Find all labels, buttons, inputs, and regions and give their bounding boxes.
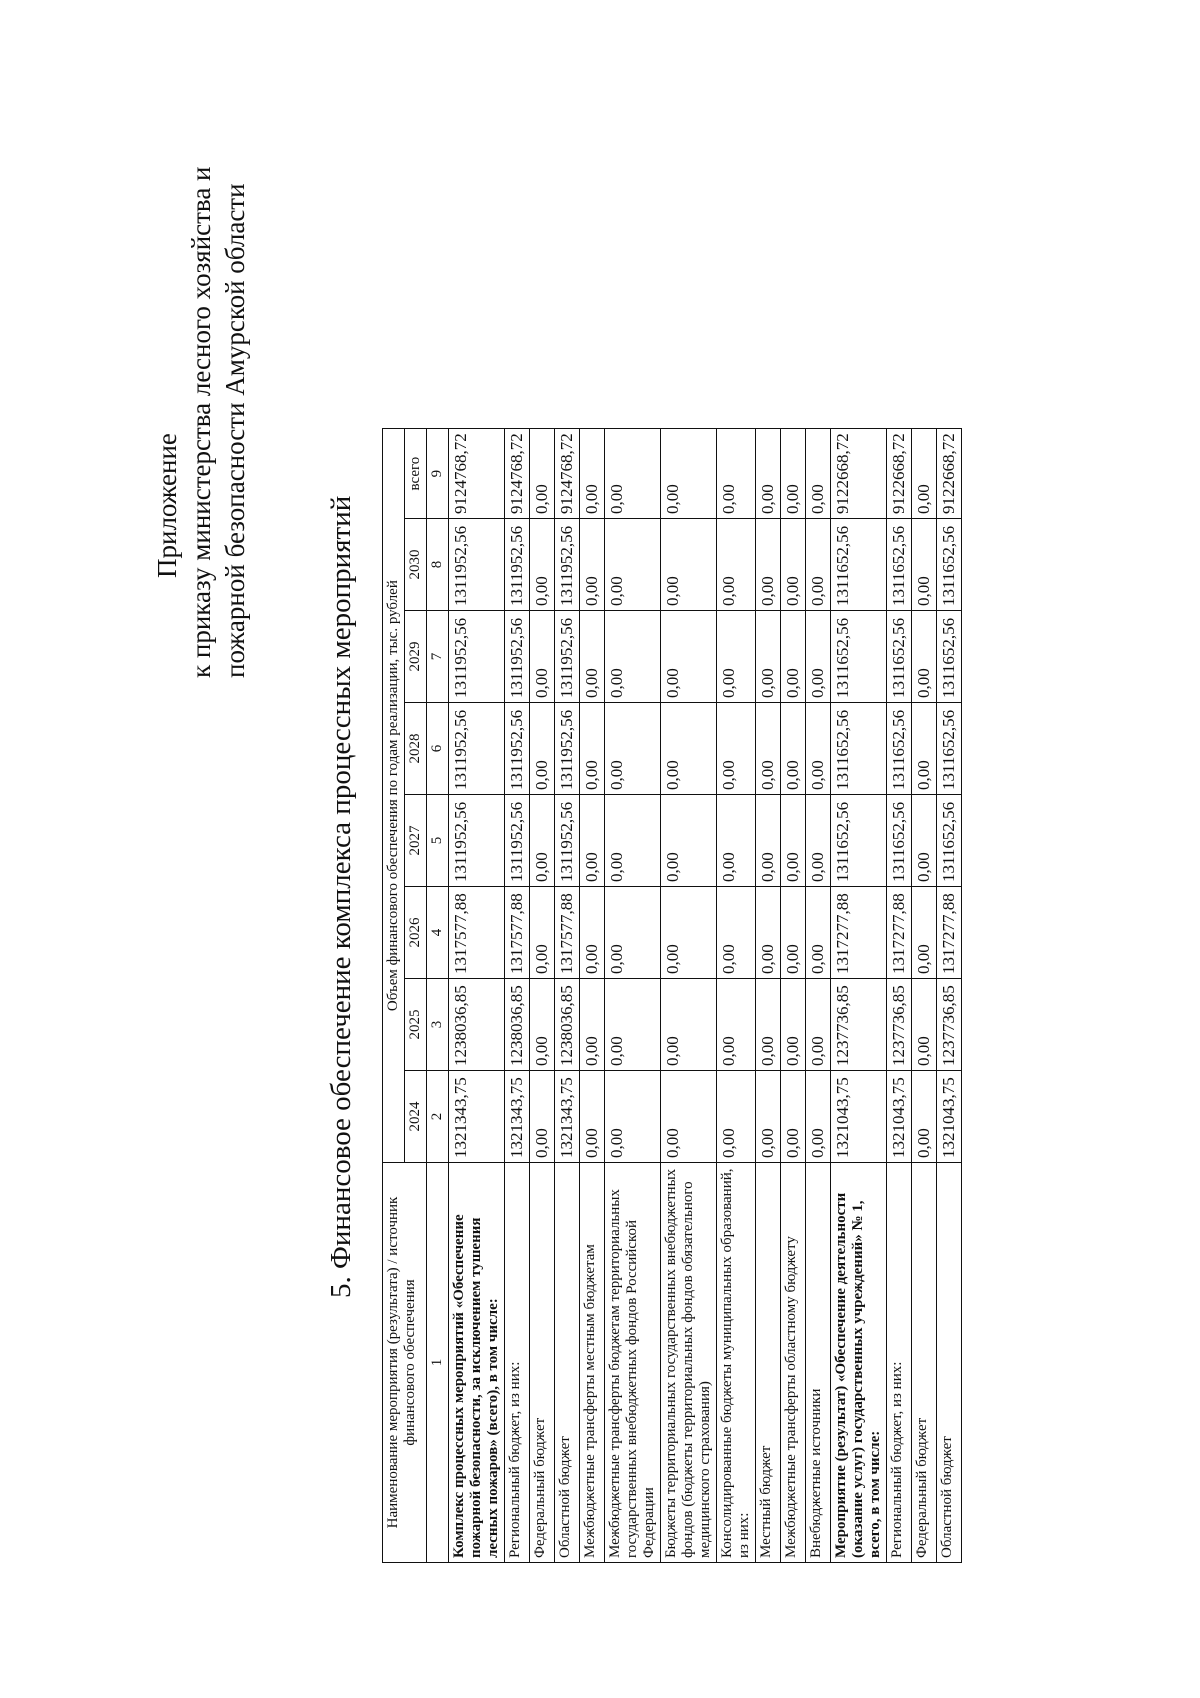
- appendix-order-line2: пожарной безопасности Амурской области: [220, 183, 250, 678]
- row-value: 0,00: [530, 795, 555, 887]
- table-row: [806, 429, 831, 1563]
- row-value: 0,00: [530, 979, 555, 1071]
- row-value: 1311952,56: [449, 703, 505, 795]
- row-value: 0,00: [717, 519, 756, 611]
- row-value: 0,00: [756, 611, 781, 703]
- row-value: 1311652,56: [831, 519, 887, 611]
- row-value: 1321343,75: [505, 1071, 530, 1163]
- col-header-group: Объем финансового обеспечения по годам реализации, тыс. рублей: [383, 429, 405, 1163]
- row-value: 9124768,72: [449, 429, 505, 519]
- year-header: всего: [405, 429, 427, 519]
- row-value: 0,00: [781, 887, 806, 979]
- row-value: 1311652,56: [887, 519, 912, 611]
- appendix-order-line1: к приказу министерства лесного хозяйства и: [186, 166, 216, 678]
- row-name: Консолидированные бюджеты муниципальных образований, из них:: [717, 1163, 756, 1563]
- table-row: [505, 429, 530, 1563]
- table-row: [449, 429, 505, 1563]
- appendix-header: [150, 78, 252, 678]
- year-header: 2029: [405, 611, 427, 703]
- row-value: 1311952,56: [555, 519, 580, 611]
- table-row: [937, 429, 962, 1563]
- row-value: 0,00: [756, 795, 781, 887]
- row-value: 0,00: [661, 519, 717, 611]
- row-value: 0,00: [717, 795, 756, 887]
- row-value: 1311652,56: [937, 611, 962, 703]
- row-value: 1238036,85: [505, 979, 530, 1071]
- row-value: 0,00: [661, 429, 717, 519]
- row-value: 0,00: [806, 1071, 831, 1163]
- row-value: 0,00: [912, 703, 937, 795]
- column-number: 7: [427, 611, 449, 703]
- row-value: 0,00: [580, 979, 605, 1071]
- column-number: 4: [427, 887, 449, 979]
- row-value: 0,00: [530, 887, 555, 979]
- row-value: 0,00: [912, 429, 937, 519]
- row-name: Внебюджетные источники: [806, 1163, 831, 1563]
- row-name: Межбюджетные трансферты бюджетам территориальных государственных внебюджетных фондов Российской Федерации: [605, 1163, 661, 1563]
- finance-table: [382, 428, 962, 1563]
- row-value: 1321043,75: [937, 1071, 962, 1163]
- row-name: Областной бюджет: [937, 1163, 962, 1563]
- row-value: 1311652,56: [887, 703, 912, 795]
- row-value: 1311952,56: [555, 703, 580, 795]
- row-value: 1311952,56: [505, 703, 530, 795]
- row-value: 0,00: [717, 979, 756, 1071]
- row-value: 0,00: [530, 703, 555, 795]
- row-value: 0,00: [806, 887, 831, 979]
- row-value: 0,00: [717, 429, 756, 519]
- row-value: 9122668,72: [831, 429, 887, 519]
- table-row: [717, 429, 756, 1563]
- table-row: [580, 429, 605, 1563]
- year-header: 2030: [405, 519, 427, 611]
- row-value: 0,00: [717, 703, 756, 795]
- row-value: 0,00: [781, 519, 806, 611]
- row-value: 1311952,56: [505, 611, 530, 703]
- row-value: 1321043,75: [887, 1071, 912, 1163]
- column-number: 6: [427, 703, 449, 795]
- row-value: 0,00: [580, 611, 605, 703]
- row-name: Комплекс процессных мероприятий «Обеспечение пожарной безопасности, за исключением тушения лесных пожаров» (всего), в том числе:: [449, 1163, 505, 1563]
- row-value: 1317277,88: [831, 887, 887, 979]
- row-value: 1311952,56: [449, 795, 505, 887]
- row-value: 1237736,85: [937, 979, 962, 1071]
- row-value: 9122668,72: [887, 429, 912, 519]
- table-row: [756, 429, 781, 1563]
- table-row: [661, 429, 717, 1563]
- row-value: 0,00: [605, 795, 661, 887]
- row-value: 1311652,56: [831, 795, 887, 887]
- row-value: 0,00: [912, 1071, 937, 1163]
- row-value: 0,00: [806, 611, 831, 703]
- row-value: 0,00: [756, 519, 781, 611]
- row-value: 1237736,85: [887, 979, 912, 1071]
- row-value: 0,00: [912, 795, 937, 887]
- row-name: Бюджеты территориальных государственных внебюджетных фондов (бюджеты территориальных фондов обязательного медицинского страхования): [661, 1163, 717, 1563]
- row-value: 1311652,56: [887, 611, 912, 703]
- row-value: 0,00: [756, 887, 781, 979]
- row-value: 1321043,75: [831, 1071, 887, 1163]
- row-value: 0,00: [756, 429, 781, 519]
- row-value: 9124768,72: [555, 429, 580, 519]
- row-value: 1317577,88: [555, 887, 580, 979]
- column-number: 3: [427, 979, 449, 1071]
- row-value: 0,00: [756, 703, 781, 795]
- row-value: 9122668,72: [937, 429, 962, 519]
- row-value: 0,00: [605, 979, 661, 1071]
- row-value: 1311952,56: [449, 611, 505, 703]
- row-value: 1317577,88: [449, 887, 505, 979]
- row-value: 1311952,56: [449, 519, 505, 611]
- column-number: 1: [427, 1163, 449, 1563]
- row-value: 0,00: [605, 703, 661, 795]
- row-value: 0,00: [605, 611, 661, 703]
- row-value: 0,00: [806, 795, 831, 887]
- year-header: 2025: [405, 979, 427, 1071]
- row-value: 0,00: [661, 611, 717, 703]
- row-name: Региональный бюджет, из них:: [887, 1163, 912, 1563]
- row-value: 0,00: [781, 795, 806, 887]
- row-value: 0,00: [781, 611, 806, 703]
- row-value: 1317577,88: [505, 887, 530, 979]
- row-value: 0,00: [781, 979, 806, 1071]
- row-value: 0,00: [912, 887, 937, 979]
- row-value: 1311652,56: [937, 703, 962, 795]
- row-value: 1311652,56: [887, 795, 912, 887]
- row-value: 1317277,88: [937, 887, 962, 979]
- row-value: 0,00: [530, 1071, 555, 1163]
- row-value: 0,00: [580, 703, 605, 795]
- row-value: 1311652,56: [831, 611, 887, 703]
- table-row: [781, 429, 806, 1563]
- finance-table-container: [382, 428, 962, 1563]
- row-value: 0,00: [781, 429, 806, 519]
- row-value: 0,00: [580, 887, 605, 979]
- col-header-name: Наименование мероприятия (результата) / источник финансового обеспечения: [383, 1163, 427, 1563]
- table-row: [555, 429, 580, 1563]
- table-row: [530, 429, 555, 1563]
- table-row: [887, 429, 912, 1563]
- row-value: 1311952,56: [555, 795, 580, 887]
- row-value: 0,00: [661, 795, 717, 887]
- row-value: 0,00: [806, 979, 831, 1071]
- row-value: 0,00: [717, 887, 756, 979]
- table-row: [912, 429, 937, 1563]
- year-header: 2026: [405, 887, 427, 979]
- row-value: 0,00: [530, 519, 555, 611]
- year-header: 2024: [405, 1071, 427, 1163]
- row-name: Региональный бюджет, из них:: [505, 1163, 530, 1563]
- row-value: 0,00: [580, 795, 605, 887]
- row-value: 1238036,85: [555, 979, 580, 1071]
- column-number: 5: [427, 795, 449, 887]
- row-value: 1311952,56: [505, 519, 530, 611]
- row-value: 0,00: [605, 519, 661, 611]
- row-value: 1311652,56: [831, 703, 887, 795]
- row-value: 1238036,85: [449, 979, 505, 1071]
- row-value: 0,00: [605, 1071, 661, 1163]
- row-name: Межбюджетные трансферты местным бюджетам: [580, 1163, 605, 1563]
- table-row: [605, 429, 661, 1563]
- column-number: 2: [427, 1071, 449, 1163]
- year-header: 2028: [405, 703, 427, 795]
- row-value: 0,00: [530, 611, 555, 703]
- row-value: 0,00: [781, 703, 806, 795]
- table-row: [831, 429, 887, 1563]
- row-value: 1311952,56: [505, 795, 530, 887]
- row-value: 0,00: [806, 429, 831, 519]
- row-name: Областной бюджет: [555, 1163, 580, 1563]
- row-value: 0,00: [756, 979, 781, 1071]
- row-value: 0,00: [661, 703, 717, 795]
- row-value: 0,00: [756, 1071, 781, 1163]
- row-value: 0,00: [912, 519, 937, 611]
- row-value: 1311952,56: [555, 611, 580, 703]
- appendix-label: Приложение: [152, 433, 182, 578]
- row-value: 0,00: [605, 887, 661, 979]
- row-value: 1321343,75: [449, 1071, 505, 1163]
- year-header: 2027: [405, 795, 427, 887]
- row-value: 0,00: [605, 429, 661, 519]
- row-value: 0,00: [912, 611, 937, 703]
- row-value: 0,00: [661, 979, 717, 1071]
- row-value: 0,00: [717, 1071, 756, 1163]
- row-value: 0,00: [580, 519, 605, 611]
- row-value: 1311652,56: [937, 795, 962, 887]
- column-number: 8: [427, 519, 449, 611]
- row-value: 1311652,56: [937, 519, 962, 611]
- row-value: 1317277,88: [887, 887, 912, 979]
- row-name: Мероприятие (результат) «Обеспечение деятельности (оказание услуг) государственных учреждений» № 1, всего, в том числе:: [831, 1163, 887, 1563]
- row-value: 0,00: [661, 887, 717, 979]
- row-name: Федеральный бюджет: [912, 1163, 937, 1563]
- row-value: 0,00: [912, 979, 937, 1071]
- table-body: [449, 429, 962, 1563]
- row-value: 0,00: [580, 1071, 605, 1163]
- row-value: 0,00: [806, 703, 831, 795]
- row-value: 0,00: [781, 1071, 806, 1163]
- row-name: Федеральный бюджет: [530, 1163, 555, 1563]
- column-number: 9: [427, 429, 449, 519]
- row-value: 0,00: [806, 519, 831, 611]
- column-number-row: [427, 429, 449, 1563]
- row-value: 0,00: [530, 429, 555, 519]
- row-name: Межбюджетные трансферты областному бюджету: [781, 1163, 806, 1563]
- row-value: 1237736,85: [831, 979, 887, 1071]
- row-value: 0,00: [661, 1071, 717, 1163]
- row-name: Местный бюджет: [756, 1163, 781, 1563]
- row-value: 9124768,72: [505, 429, 530, 519]
- page-title: 5. Финансовое обеспечение комплекса процессных мероприятий: [325, 495, 357, 1298]
- row-value: 1321343,75: [555, 1071, 580, 1163]
- row-value: 0,00: [580, 429, 605, 519]
- row-value: 0,00: [717, 611, 756, 703]
